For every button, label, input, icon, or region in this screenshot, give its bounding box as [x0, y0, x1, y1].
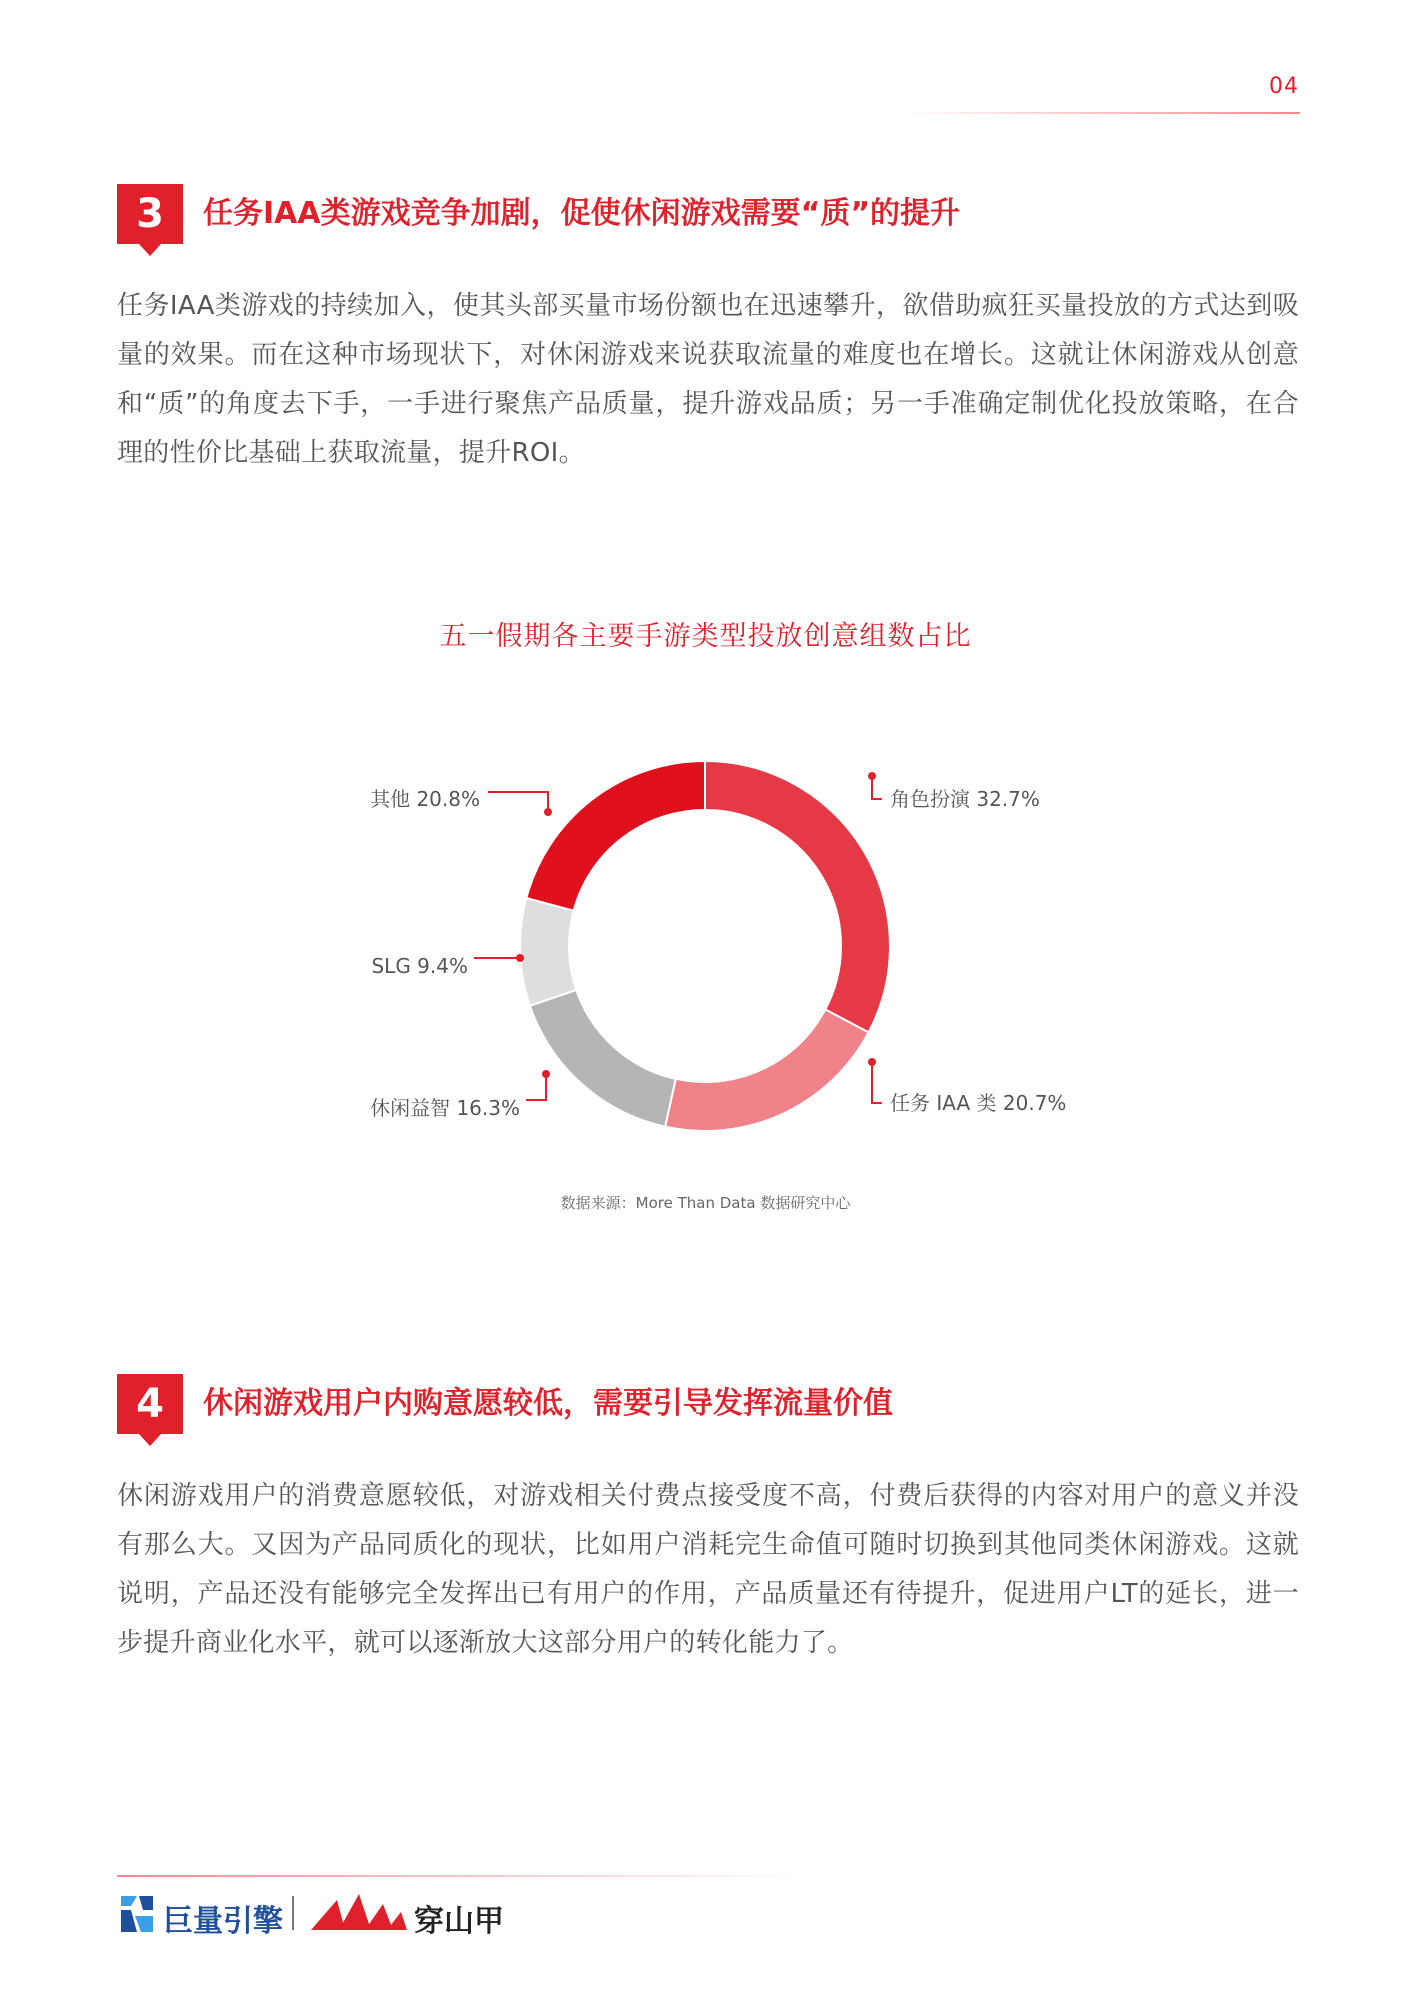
leader-dot: [544, 808, 552, 816]
leader-line: [872, 1062, 882, 1103]
donut-chart: [0, 700, 1411, 1260]
leader-dot: [868, 1058, 876, 1066]
footer-divider: [292, 1896, 294, 1930]
section-4-number-badge: 4: [117, 1374, 183, 1434]
juliang-logo-icon: [117, 1892, 157, 1936]
top-divider: [900, 112, 1300, 114]
donut-slices: [520, 761, 890, 1131]
section-3-number-badge: 3: [117, 184, 183, 244]
section-4-paragraph: 休闲游戏用户的消费意愿较低，对游戏相关付费点接受度不高，付费后获得的内容对用户的意义并没有那么大。又因为产品同质化的现状，比如用户消耗完生命值可随时切换到其他同类休闲游戏。这就说明，产品还没有能够完全发挥出已有用户的作用，产品质量还有待提升，促进用户LT的延长，进一步提升商业化水平，就可以逐渐放大这部分用户的转化能力了。: [117, 1481, 1299, 1658]
donut-slice: [520, 898, 576, 1006]
chart-source: 数据来源：More Than Data 数据研究中心: [560, 1194, 851, 1212]
section-4-title: 休闲游戏用户内购意愿较低，需要引导发挥流量价值: [203, 1386, 893, 1421]
leader-dot: [516, 954, 524, 962]
leader-line: [488, 792, 548, 812]
donut-slice: [705, 761, 890, 1032]
page-number: 04: [1269, 74, 1299, 99]
juliang-logo-text: 巨量引擎: [163, 1904, 283, 1939]
chart-title: 五一假期各主要手游类型投放创意组数占比: [439, 621, 972, 652]
section-4-header: [117, 1374, 1317, 1434]
section-3-header: [117, 184, 1317, 244]
slice-label: SLG 9.4%: [371, 954, 468, 978]
slice-label: 任务 IAA 类 20.7%: [890, 1091, 1067, 1115]
donut-slice: [530, 990, 676, 1127]
leader-dot: [868, 772, 876, 780]
footer: [117, 1890, 617, 1940]
donut-slice: [526, 761, 705, 911]
slice-label: 其他 20.8%: [370, 787, 480, 811]
donut-slice: [665, 1010, 868, 1131]
chuanshanjia-logo-text: 穿山甲: [414, 1904, 504, 1939]
leader-line: [526, 1074, 546, 1100]
bottom-divider: [117, 1875, 807, 1877]
slice-label: 角色扮演 32.7%: [890, 787, 1040, 811]
leader-dot: [542, 1070, 550, 1078]
donut-labels: [370, 787, 1066, 1120]
slice-label: 休闲益智 16.3%: [370, 1096, 520, 1120]
chuanshanjia-logo-icon: [309, 1892, 409, 1936]
section-3-title: 任务IAA类游戏竞争加剧，促使休闲游戏需要“质”的提升: [203, 196, 961, 231]
section-3-paragraph: 任务IAA类游戏的持续加入，使其头部买量市场份额也在迅速攀升，欲借助疯狂买量投放的方式达到吸量的效果。而在这种市场现状下，对休闲游戏来说获取流量的难度也在增长。这就让休闲游戏从创意和“质”的角度去下手，一手进行聚焦产品质量，提升游戏品质；另一手准确定制优化投放策略，在合理的性价比基础上获取流量，提升ROI。: [117, 291, 1299, 468]
